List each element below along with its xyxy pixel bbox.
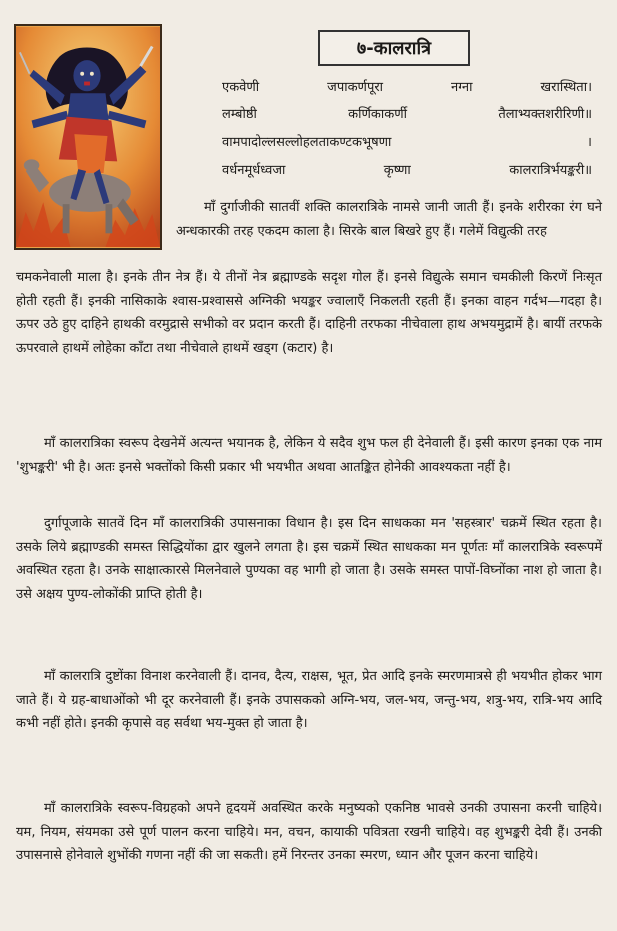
paragraph-1-intro <box>176 196 602 243</box>
paragraph-2 <box>16 432 602 479</box>
paragraph-text: माँ कालरात्रिका स्वरूप देखनेमें अत्यन्त भयानक है, लेकिन ये सदैव शुभ फल ही देनेवाली हैं। इसी कारण इनका एक नाम 'शुभङ्करी' भी है। अतः इनसे भक्तोंको किसी प्रकार भी भयभीत अथवा आतङ्कित होनेकी आवश्यकता नहीं है। <box>16 436 602 475</box>
goddess-on-donkey-icon <box>16 26 160 248</box>
paragraph-4 <box>16 665 602 736</box>
chapter-title: ७-कालरात्रि <box>318 30 470 66</box>
kalaratri-illustration <box>14 24 162 250</box>
shloka-line-3: वामपादोल्लसल्लोहलताकण्टकभूषणा । <box>222 135 592 150</box>
shloka-line-4: वर्धनमूर्धध्वजा कृष्णा कालरात्रिर्भयङ्करी॥ <box>222 163 592 178</box>
paragraph-5 <box>16 797 602 868</box>
paragraph-text: चमकनेवाली माला है। इनके तीन नेत्र हैं। ये तीनों नेत्र ब्रह्माण्डके सदृश गोल हैं। इनसे विद्युत्के समान चमकीली किरणें निःसृत होती रहती हैं। इनकी नासिकाके श्वास-प्रश्वाससे अग्निकी भयङ्कर ज्वालाएँ निकलती रहती हैं। इनका वाहन गर्दभ—गदहा है। ऊपर उठे हुए दाहिने हाथकी वरमुद्रासे सभीको वर प्रदान करती हैं। दाहिनी तरफका नीचेवाला हाथ अभयमुद्रामें है। बायीं तरफके ऊपरवाले हाथमें लोहेका काँटा तथा नीचेवाले हाथमें खड्ग (कटार) है। <box>16 270 602 356</box>
paragraph-text: माँ कालरात्रि दुष्टोंका विनाश करनेवाली हैं। दानव, दैत्य, राक्षस, भूत, प्रेत आदि इनके स्मरणमात्रसे ही भयभीत होकर भाग जाते हैं। ये ग्रह-बाधाओंको भी दूर करनेवाली हैं। इनके उपासकको अग्नि-भय, जल-भय, जन्तु-भय, शत्रु-भय, रात्रि-भय आदि कभी नहीं होते। इनकी कृपासे वह सर्वथा भय-मुक्त हो जाता है। <box>16 669 602 731</box>
paragraph-text: माँ दुर्गाजीकी सातवीं शक्ति कालरात्रिके नामसे जानी जाती हैं। इनके शरीरका रंग घने अन्धकारकी तरह एकदम काला है। सिरके बाल बिखरे हुए हैं। गलेमें विद्युत्की तरह <box>176 200 602 239</box>
paragraph-1-continued <box>16 266 602 360</box>
shloka-line-2: लम्बोष्ठी कर्णिकाकर्णी तैलाभ्यक्तशरीरिणी॥ <box>222 107 592 122</box>
paragraph-3 <box>16 512 602 606</box>
paragraph-text: दुर्गापूजाके सातवें दिन माँ कालरात्रिकी उपासनाका विधान है। इस दिन साधकका मन 'सहस्त्रार' चक्रमें स्थित रहता है। उसके लिये ब्रह्माण्डकी समस्त सिद्धियोंका द्वार खुलने लगता है। इस चक्रमें स्थित साधकका मन पूर्णतः माँ कालरात्रिके स्वरूपमें अवस्थित रहता है। उनके साक्षात्कारसे मिलनेवाले पुण्यका वह भागी हो जाता है। उसके समस्त पापों-विघ्नोंका नाश हो जाता है। उसे अक्षय पुण्य-लोकोंकी प्राप्ति होती है। <box>16 516 602 602</box>
paragraph-text: माँ कालरात्रिके स्वरूप-विग्रहको अपने हृदयमें अवस्थित करके मनुष्यको एकनिष्ठ भावसे उनकी उपासना करनी चाहिये। यम, नियम, संयमका उसे पूर्ण पालन करना चाहिये। मन, वचन, कायाकी पवित्रता रखनी चाहिये। वह शुभङ्करी देवी हैं। उनकी उपासनासे होनेवाले शुभोंकी गणना नहीं की जा सकती। हमें निरन्तर उनका स्मरण, ध्यान और पूजन करना चाहिये। <box>16 801 602 863</box>
shloka-line-1: एकवेणी जपाकर्णपूरा नग्ना खरास्थिता। <box>222 80 592 95</box>
